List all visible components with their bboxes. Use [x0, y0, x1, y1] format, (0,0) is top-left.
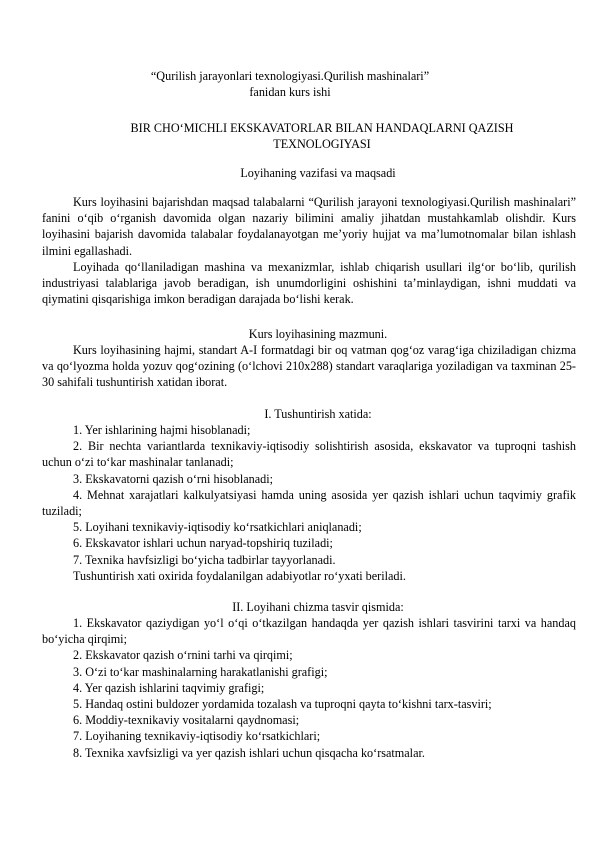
list-item: 7. Loyihaning texnikaviy-iqtisodiy ko‘rsatkichlari; [73, 729, 321, 744]
list-item: 1. Ekskavator qaziydigan yo‘l o‘qi o‘tkazilgan handaqda yer qazish ishlari tasvirini tarxi va handaq bo‘yicha qirqimi; [42, 616, 576, 647]
list-item: 3. O‘zi to‘kar mashinalarning harakatlanishi grafigi; [73, 664, 328, 679]
content-paragraph-1: Kurs loyihasining hajmi, standart A-I formatdagi bir oq vatman qog‘oz varag‘iga chiziladigan chizma va qo‘lyozma holda yozuv qog‘ozining (o‘lchovi 210x288) standart varaqlariga yoziladigan va taxminan 25-30 sahifali tushuntirish xatidan iborat. [42, 343, 576, 390]
list-item: 3. Ekskavatorni qazish o‘rni hisoblanadi; [73, 471, 274, 486]
heading-drawing: II. Loyihani chizma tasvir qismida: [232, 600, 404, 614]
list-item: Tushuntirish xati oxirida foydalanilgan adabiyotlar ro‘yxati beriladi. [73, 568, 406, 583]
list-item: 5. Handaq ostini buldozer yordamida tozalash va tuproqni qayta to‘kishni tarx-tasviri; [73, 697, 492, 712]
heading-purpose: Loyihaning vazifasi va maqsadi [240, 166, 396, 180]
section-purpose-body [42, 194, 576, 307]
list-item: 4. Yer qazish ishlarini taqvimiy grafigi; [73, 680, 265, 695]
drawing-list [42, 615, 576, 761]
header-subtitle: fanidan kurs ishi [249, 85, 331, 100]
header-course-title: “Qurilish jarayonlari texnologiyasi.Qurilish mashinalari” [150, 69, 430, 83]
section-content-body [42, 342, 576, 391]
heading-content: Kurs loyihasining mazmuni. [248, 327, 388, 341]
purpose-paragraph-2: Loyihada qo‘llaniladigan mashina va mexanizmlar, ishlab chiqarish usullari ilg‘or bo‘lib, qurilish industriyasi talablariga javob beradigan, ish unumdorligini oshishini ta’minlaydigan, ishni muddati va qiymatini qisqarishiga imkon beradigan darajada bo‘lishi kerak. [42, 259, 576, 307]
list-item: 4. Mehnat xarajatlari kalkulyatsiyasi hamda uning asosida yer qazish ishlari uchun taqvimiy grafik tuziladi; [42, 487, 576, 519]
list-item: 2. Ekskavator qazish o‘rnini tarhi va qirqimi; [73, 648, 293, 663]
document-title [92, 120, 552, 152]
list-item: 1. Yer ishlarining hajmi hisoblanadi; [73, 423, 251, 437]
list-item: 2. Bir nechta variantlarda texnikaviy-iqtisodiy solishtirish asosida, ekskavator va tuproqni tashish uchun o‘zi to‘kar mashinalar tanlanadi; [42, 439, 576, 470]
explanatory-list [42, 422, 576, 584]
title-line-1: BIR CHO‘MICHLI EKSKAVATORLAR BILAN HANDAQLARNI QAZISH [130, 121, 514, 135]
document-header [60, 68, 520, 100]
list-item: 7. Texnika havfsizligi bo‘yicha tadbirlar tayyorlanadi. [73, 552, 336, 567]
heading-explanatory: I. Tushuntirish xatida: [264, 407, 372, 421]
title-line-2: TEXNOLOGIYASI [273, 137, 371, 152]
list-item: 6. Moddiy-texnikaviy vositalarni qaydnomasi; [73, 713, 300, 728]
purpose-paragraph-1: Kurs loyihasini bajarishdan maqsad talabalarni “Qurilish jarayoni texnologiyasi.Qurilish mashinalari” fanini o‘qib o‘rganish davomida olgan nazariy bilimini amaliy jihatdan mustahkamlab olishdir. Kurs loyihasini bajarish davomida talabalar foydalanayotgan me’yoriy hujjat va ma’lumotnomalar bilan ishlash ilmini egallashadi. [42, 195, 576, 258]
list-item: 8. Texnika xavfsizligi va yer qazish ishlari uchun qisqacha ko‘rsatmalar. [73, 745, 425, 760]
list-item: 6. Ekskavator ishlari uchun naryad-topshiriq tuziladi; [73, 536, 333, 551]
list-item: 5. Loyihani texnikaviy-iqtisodiy ko‘rsatkichlari aniqlanadi; [73, 520, 362, 535]
